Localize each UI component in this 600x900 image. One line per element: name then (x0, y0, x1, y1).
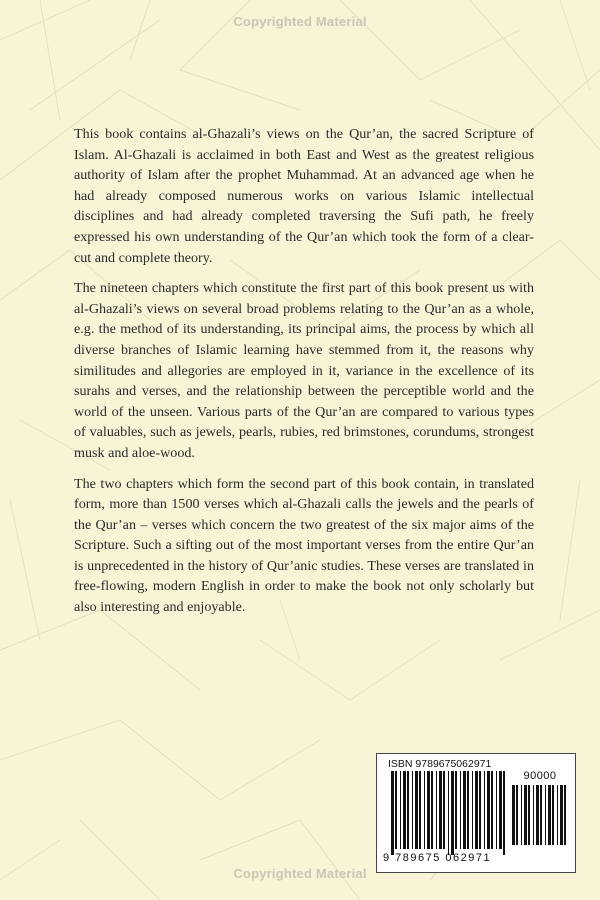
isbn-digits: 9 789675 062971 (383, 852, 492, 864)
barcode-bar (536, 785, 539, 845)
barcode-bar (552, 785, 554, 845)
barcode-bar (407, 771, 409, 849)
barcode-bar (487, 771, 490, 849)
barcode-bar (403, 771, 406, 849)
barcode-bar (560, 785, 563, 845)
barcode-bar (431, 771, 433, 849)
barcode-bar (472, 771, 473, 849)
blurb-paragraph-1: This book contains al-Ghazali’s views on the Qur’an, the sacred Scripture of Islam. Al-Ghazali is acclaimed in both East and West as the greatest religious authority of Islam after the prophet Muhammad. At an advanced age when he had already composed numerous works on various Islamic intellectual disciplines and had already completed traversing the Sufi path, he freely expressed his own understanding of the Qur’an which took the form of a clear-cut and complete theory. (74, 126, 534, 266)
isbn-barcode-block (376, 753, 576, 873)
barcode-bar (528, 785, 530, 845)
barcode-bar (395, 771, 397, 849)
barcode-bar (443, 771, 445, 849)
blurb-paragraph-2: The nineteen chapters which constitute the first part of this book present us with al-Ghazali’s views on several broad problems relating to the Qur’an as a whole, e.g. the method of its understanding, its principal aims, the process by which all diverse branches of Islamic learning have stemmed from it, the reasons why similitudes and allegories are employed in it, variance in the excellence of its surahs and verses, and the relationship between the perceptible world and the world of the unseen. Various parts of the Qur’an are compared to various types of valuables, such as jewels, pearls, rubies, red brimstones, corundums, strongest musk and aloe-wood. (74, 280, 534, 461)
barcode-bar (463, 771, 466, 849)
barcode-bar (439, 771, 442, 849)
price-code: 90000 (523, 770, 557, 782)
barcode-bar (496, 771, 497, 849)
barcode-bar (499, 771, 502, 849)
barcode-bar (545, 785, 546, 845)
barcode-bar (557, 785, 558, 845)
price-addon-barcode-bars (512, 785, 568, 855)
barcode-bar (548, 785, 551, 845)
copyright-watermark-bottom: Copyrighted Material (233, 866, 367, 881)
barcode-bar (540, 785, 542, 845)
barcode-bar (451, 771, 454, 855)
barcode-bar (521, 785, 522, 845)
barcode-bar (448, 771, 449, 855)
barcode-bar (516, 785, 518, 845)
barcode-bar (455, 771, 457, 849)
blurb-text (74, 124, 534, 628)
blurb-paragraph-3: The two chapters which form the second part of this book contain, in translated form, more than 1500 verses which al-Ghazali calls the jewels and the pearls of the Qur’an – verses which concern the two greatest of the six major aims of the Scripture. Such a sifting out of the most important verses from the entire Qur’an is unprecedented in the history of Qur’anic studies. These verses are translated in free-flowing, modern English in order to make the book not only scholarly but also interesting and enjoyable. (74, 475, 534, 616)
barcode-bar (391, 771, 394, 855)
barcode-bar (400, 771, 401, 849)
barcode-bar (524, 785, 527, 845)
barcode-bar (424, 771, 425, 849)
barcode-bar (533, 785, 534, 845)
copyright-watermark-top: Copyrighted Material (233, 14, 367, 29)
barcode-bar (479, 771, 481, 849)
barcode-bar (491, 771, 493, 849)
barcode-bar (503, 771, 505, 855)
barcode-bar (419, 771, 421, 849)
barcode-bar (564, 785, 566, 845)
barcode-bar (475, 771, 478, 849)
isbn-label: ISBN 9789675062971 (388, 758, 492, 770)
barcode-bar (460, 771, 461, 849)
barcode-bar (436, 771, 437, 849)
barcode-bar (512, 785, 515, 845)
barcode-bar (467, 771, 469, 849)
barcode-bar (415, 771, 418, 849)
barcode-bar (412, 771, 413, 849)
barcode-bar (427, 771, 430, 849)
barcode-bar (484, 771, 485, 849)
ean13-barcode-bars (391, 771, 509, 855)
